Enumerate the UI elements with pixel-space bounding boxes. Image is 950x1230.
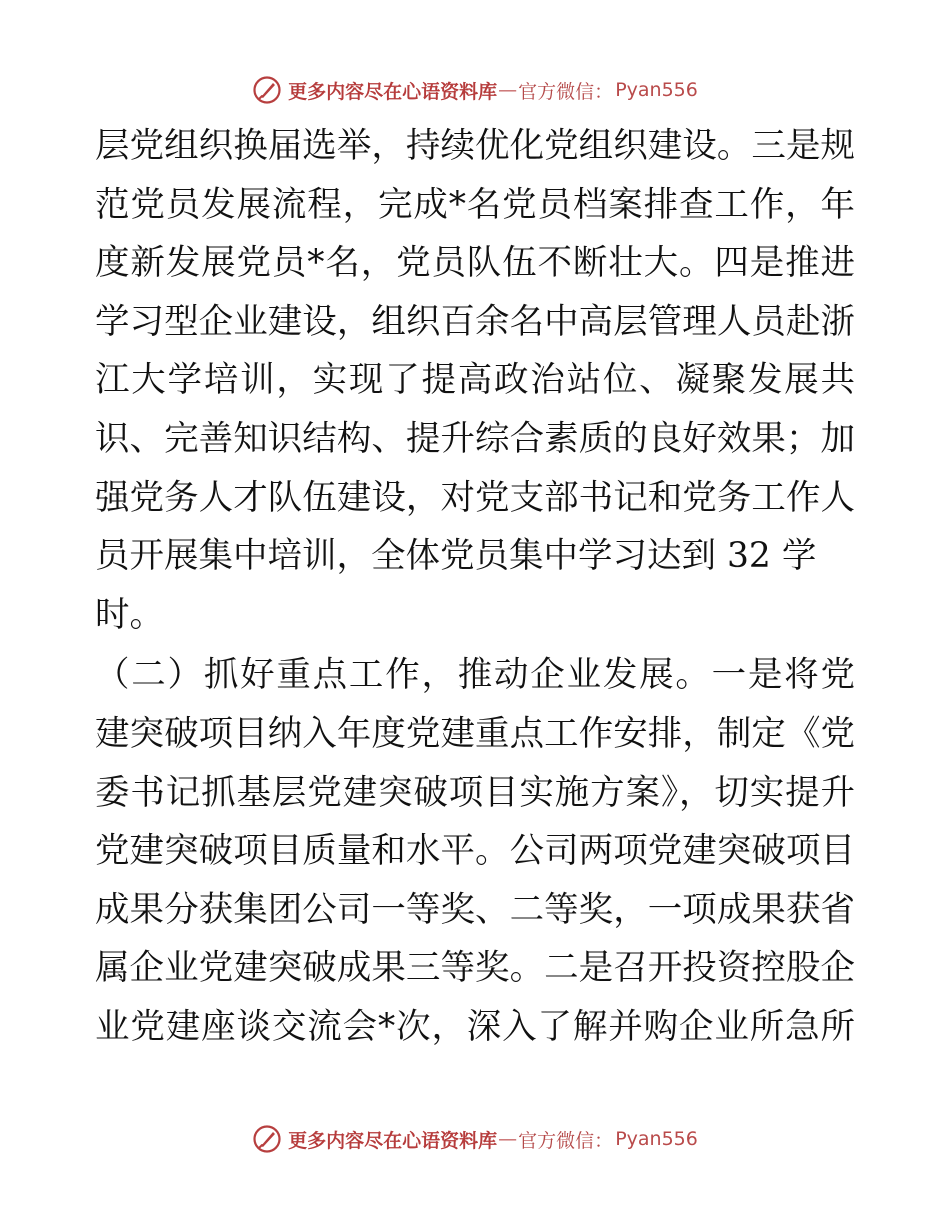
watermark-brand: 更多内容尽在心语资料库: [288, 80, 498, 103]
text-line: 成果分获集团公司一等奖、二等奖，一项成果获省: [95, 889, 855, 930]
text-line: 学习型企业建设，组织百余名中高层管理人员赴浙: [95, 301, 855, 342]
watermark-label: 官方微信：: [518, 80, 614, 103]
watermark-separator: —: [498, 1128, 518, 1150]
text-line: （二）抓好重点工作，推动企业发展。一是将党: [95, 655, 855, 696]
watermark-brand: 更多内容尽在心语资料库: [288, 1129, 498, 1152]
paragraph-2: [95, 646, 855, 1056]
text-line: 层党组织换届选举，持续优化党组织建设。三是规: [95, 126, 855, 166]
header-watermark: [0, 72, 950, 108]
text-line: 时。: [95, 594, 164, 635]
footer-watermark: [0, 1121, 950, 1157]
text-line: 委书记抓基层党建突破项目实施方案》，切实提升: [95, 772, 855, 813]
text-line: 业党建座谈交流会*次，深入了解并购企业所急所: [95, 1006, 855, 1047]
text-line: 强党务人才队伍建设，对党支部书记和党务工作人: [95, 477, 855, 518]
paragraph-1: [95, 117, 855, 644]
quill-pen-circle-icon: [252, 1124, 282, 1154]
text-line: 建突破项目纳入年度党建重点工作安排，制定《党: [95, 713, 855, 754]
quill-pen-circle-icon: [252, 75, 282, 105]
text-line: 范党员发展流程，完成*名党员档案排查工作，年: [95, 184, 855, 225]
text-line: 党建突破项目质量和水平。公司两项党建突破项目: [95, 831, 855, 872]
watermark-label: 官方微信：: [518, 1129, 614, 1152]
document-body: [95, 117, 855, 1057]
text-line: 度新发展党员*名，党员队伍不断壮大。四是推进: [95, 243, 855, 284]
text-line: 识、完善知识结构、提升综合素质的良好效果；加: [95, 418, 855, 459]
text-line: 属企业党建突破成果三等奖。二是召开投资控股企: [95, 948, 855, 989]
watermark-separator: —: [498, 79, 518, 101]
watermark-wechat-id: Pyan556: [615, 1128, 698, 1150]
watermark-wechat-id: Pyan556: [615, 79, 698, 101]
text-line: 江大学培训，实现了提高政治站位、凝聚发展共: [95, 360, 855, 401]
text-line: 员开展集中培训，全体党员集中学习达到 32 学: [95, 536, 817, 577]
